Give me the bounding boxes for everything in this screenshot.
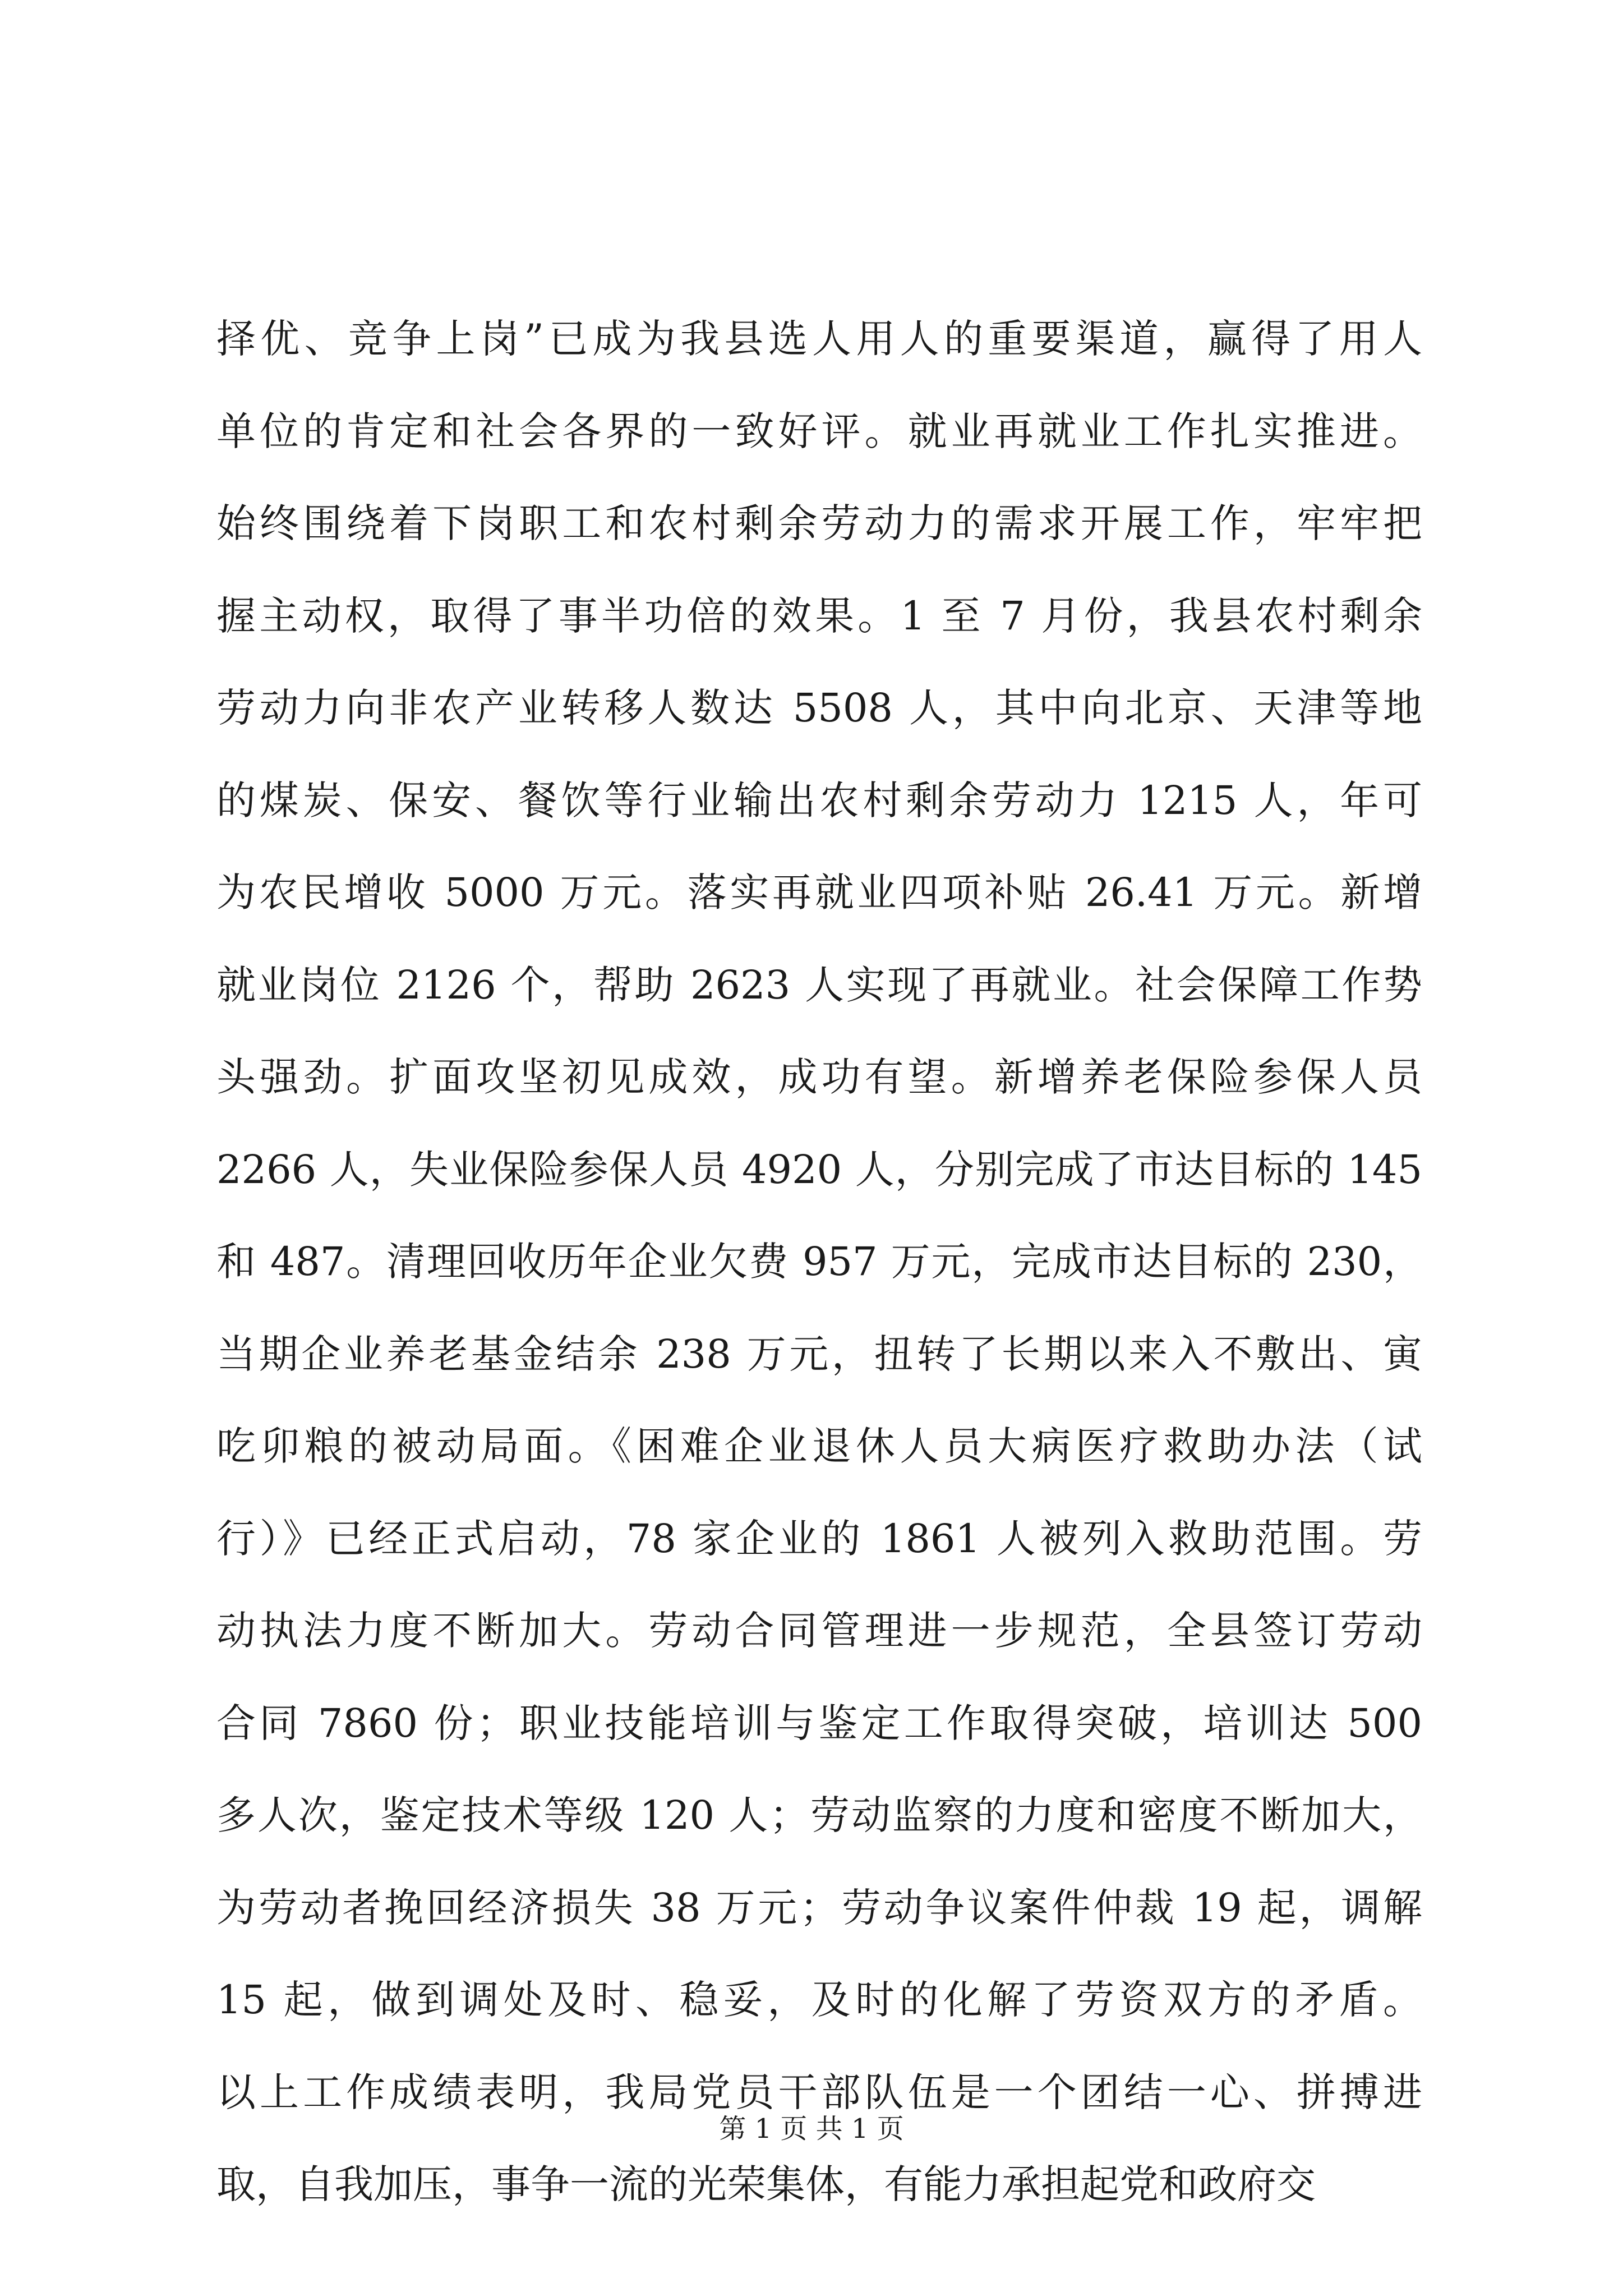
- text-line: 以上工作成绩表明，我局党员干部队伍是一个团结一心、拼搏进: [216, 2069, 1422, 2115]
- text-line: 就业岗位 2126 个，帮助 2623 人实现了再就业。社会保障工作势: [216, 961, 1422, 1008]
- text-line: 劳动力向非农产业转移人数达 5508 人，其中向北京、天津等地: [216, 685, 1422, 731]
- text-line: 和 487。清理回收历年企业欠费 957 万元，完成市达目标的 230，: [216, 1239, 1422, 1285]
- text-line: 握主动权，取得了事半功倍的效果。1 至 7 月份，我县农村剩余: [216, 592, 1422, 639]
- page-number-label: 第 1 页 共 1 页: [719, 2113, 904, 2145]
- text-line: 行）》已经正式启动，78 家企业的 1861 人被列入救助范围。劳: [216, 1515, 1422, 1562]
- text-line: 的煤炭、保安、餐饮等行业输出农村剩余劳动力 1215 人，年可: [216, 777, 1422, 823]
- text-line: 头强劲。扩面攻坚初见成效，成功有望。新增养老保险参保人员: [216, 1054, 1422, 1100]
- text-line: 合同 7860 份；职业技能培训与鉴定工作取得突破，培训达 500: [216, 1700, 1422, 1746]
- body-text: [216, 293, 1422, 2231]
- text-line: 为劳动者挽回经济损失 38 万元；劳动争议案件仲裁 19 起，调解: [216, 1884, 1422, 1931]
- text-line: 始终围绕着下岗职工和农村剩余劳动力的需求开展工作，牢牢把: [216, 500, 1422, 546]
- text-line: 单位的肯定和社会各界的一致好评。就业再就业工作扎实推进。: [216, 408, 1422, 454]
- text-line: 择优、竞争上岗”已成为我县选人用人的重要渠道，赢得了用人: [216, 316, 1422, 362]
- page-footer: [0, 2112, 1623, 2146]
- text-line: 取，自我加压，事争一流的光荣集体，有能力承担起党和政府交: [216, 2161, 1316, 2207]
- text-line: 2266 人，失业保险参保人员 4920 人，分别完成了市达目标的 145: [216, 1146, 1422, 1193]
- text-line: 动执法力度不断加大。劳动合同管理进一步规范，全县签订劳动: [216, 1608, 1422, 1654]
- text-line: 15 起，做到调处及时、稳妥，及时的化解了劳资双方的矛盾。: [216, 1977, 1422, 2023]
- text-line: 为农民增收 5000 万元。落实再就业四项补贴 26.41 万元。新增: [216, 869, 1422, 915]
- text-line: 多人次，鉴定技术等级 120 人；劳动监察的力度和密度不断加大，: [216, 1792, 1422, 1838]
- text-line: 吃卯粮的被动局面。《困难企业退休人员大病医疗救助办法（试: [216, 1423, 1422, 1469]
- text-line: 当期企业养老基金结余 238 万元，扭转了长期以来入不敷出、寅: [216, 1331, 1422, 1377]
